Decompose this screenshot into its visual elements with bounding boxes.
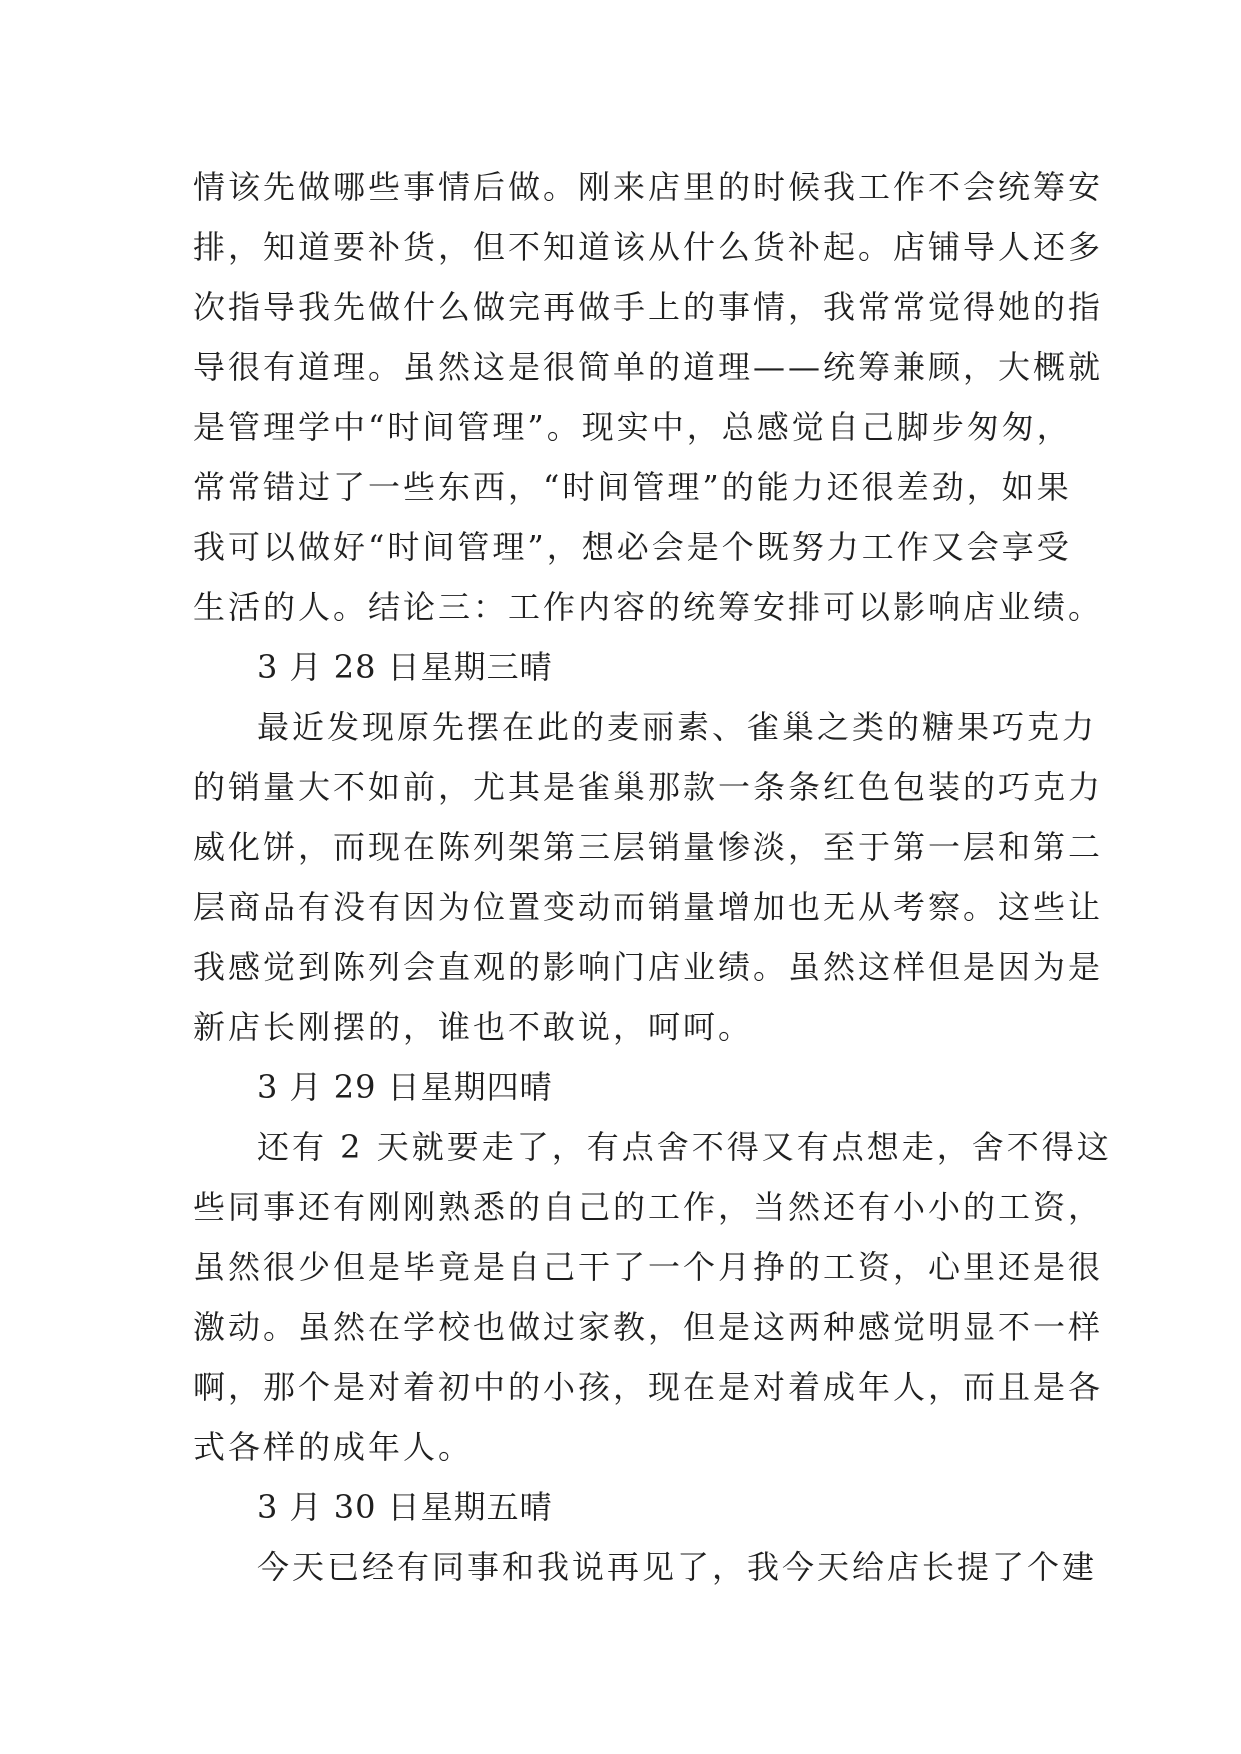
document-body	[193, 157, 1112, 1597]
text-line: 我可以做好“时间管理”，想必会是个既努力工作又会享受	[193, 528, 1072, 566]
text-line: 威化饼，而现在陈列架第三层销量惨淡，至于第一层和第二	[193, 828, 1104, 866]
text-line: 啊，那个是对着初中的小孩，现在是对着成年人，而且是各	[193, 1368, 1104, 1406]
text-line: 我感觉到陈列会直观的影响门店业绩。虽然这样但是因为是	[193, 948, 1104, 986]
paragraph-first-line: 最近发现原先摆在此的麦丽素、雀巢之类的糖果巧克力	[257, 708, 1098, 746]
text-line: 些同事还有刚刚熟悉的自己的工作，当然还有小小的工资，	[193, 1188, 1104, 1226]
text-line: 导很有道理。虽然这是很简单的道理——统筹兼顾，大概就	[193, 348, 1104, 386]
text-line: 常常错过了一些东西，“时间管理”的能力还很差劲，如果	[193, 468, 1072, 506]
text-line: 虽然很少但是毕竟是自己干了一个月挣的工资，心里还是很	[193, 1248, 1104, 1286]
text-line: 排，知道要补货，但不知道该从什么货补起。店铺导人还多	[193, 228, 1104, 266]
text-line: 的销量大不如前，尤其是雀巢那款一条条红色包装的巧克力	[193, 768, 1104, 806]
text-line: 层商品有没有因为位置变动而销量增加也无从考察。这些让	[193, 888, 1104, 926]
text-line: 激动。虽然在学校也做过家教，但是这两种感觉明显不一样	[193, 1308, 1104, 1346]
text-line: 式各样的成年人。	[193, 1428, 474, 1466]
text-line: 新店长刚摆的，谁也不敢说，呵呵。	[193, 1008, 754, 1046]
text-line: 情该先做哪些事情后做。刚来店里的时候我工作不会统筹安	[193, 168, 1104, 206]
text-line: 次指导我先做什么做完再做手上的事情，我常常觉得她的指	[193, 288, 1104, 326]
diary-date-heading: 3 月 30 日星期五晴	[257, 1488, 553, 1526]
diary-date-heading: 3 月 28 日星期三晴	[257, 648, 553, 686]
text-line: 是管理学中“时间管理”。现实中，总感觉自己脚步匆匆，	[193, 408, 1072, 446]
paragraph-first-line: 还有 2 天就要走了，有点舍不得又有点想走，舍不得这	[257, 1128, 1112, 1166]
text-line: 生活的人。结论三：工作内容的统筹安排可以影响店业绩。	[193, 588, 1104, 626]
paragraph-first-line: 今天已经有同事和我说再见了，我今天给店长提了个建	[257, 1548, 1098, 1586]
diary-date-heading: 3 月 29 日星期四晴	[257, 1068, 553, 1106]
